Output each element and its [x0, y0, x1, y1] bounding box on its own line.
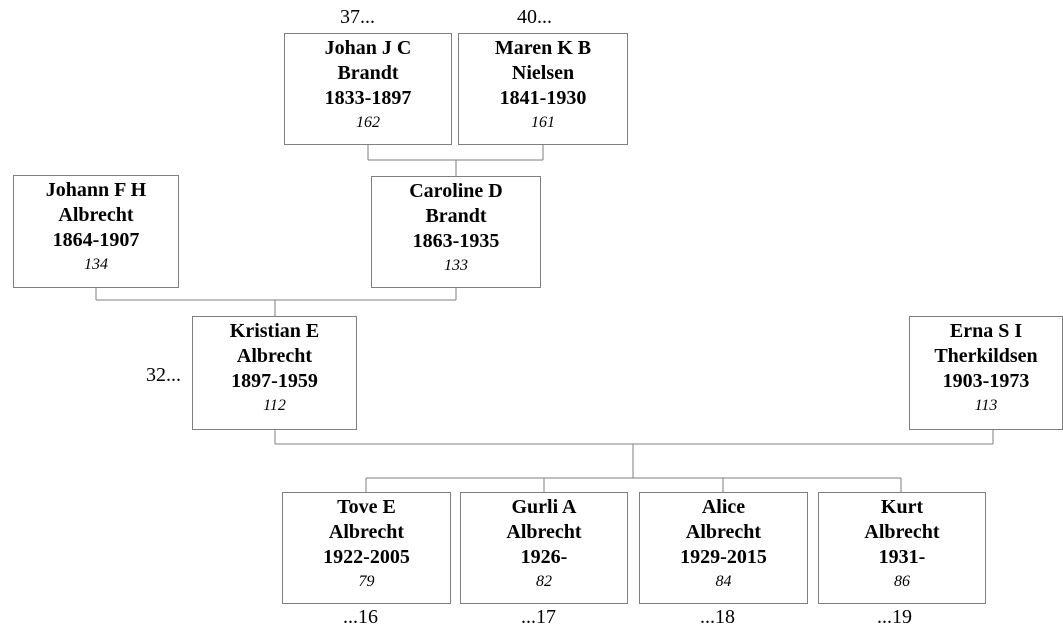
ref-label: ...19	[877, 606, 912, 628]
person-number: 113	[974, 397, 998, 414]
person-number: 82	[536, 573, 552, 590]
person-name: Johan J C Brandt	[324, 37, 412, 84]
person-years: 1903-1973	[942, 370, 1030, 392]
person-box-kristian-albrecht[interactable]	[192, 316, 357, 430]
person-box-maren-nielsen[interactable]	[458, 33, 628, 145]
person-box-caroline-brandt[interactable]	[371, 176, 541, 288]
person-years: 1863-1935	[412, 230, 500, 252]
ref-label: ...18	[700, 606, 735, 628]
person-number: 84	[715, 573, 732, 590]
person-name: Maren K B Nielsen	[494, 37, 592, 84]
person-years: 1841-1930	[499, 87, 587, 109]
person-number: 133	[444, 257, 468, 274]
person-number: 86	[894, 573, 910, 590]
person-name: Johann F H Albrecht	[45, 179, 147, 226]
person-years: 1922-2005	[323, 546, 410, 568]
person-years: 1926-	[520, 546, 568, 568]
person-years: 1864-1907	[52, 229, 140, 251]
ref-label: ...17	[521, 606, 556, 628]
person-name: Tove E Albrecht	[328, 496, 405, 543]
person-number: 161	[531, 114, 555, 131]
person-box-alice-albrecht[interactable]	[639, 492, 808, 604]
person-number: 79	[358, 573, 375, 590]
ref-label: 37...	[340, 6, 375, 28]
person-years: 1897-1959	[231, 370, 318, 392]
ref-label: 40...	[517, 6, 552, 28]
person-box-johan-brandt[interactable]	[284, 33, 452, 145]
person-box-kurt-albrecht[interactable]	[818, 492, 986, 604]
person-name: Gurli A Albrecht	[506, 496, 582, 543]
person-years: 1929-2015	[680, 546, 767, 568]
person-name: Erna S I Therkildsen	[934, 320, 1038, 367]
person-name: Caroline D Brandt	[409, 180, 503, 227]
person-number: 112	[263, 397, 286, 414]
person-name: Alice Albrecht	[685, 496, 762, 543]
person-name: Kurt Albrecht	[864, 496, 940, 543]
person-name: Kristian E Albrecht	[229, 320, 320, 367]
ref-label: 32...	[146, 364, 181, 386]
person-number: 162	[356, 114, 380, 131]
person-number: 134	[84, 256, 108, 273]
person-box-johann-albrecht[interactable]	[13, 175, 179, 288]
person-box-gurli-albrecht[interactable]	[460, 492, 628, 604]
person-years: 1931-	[878, 546, 926, 568]
person-box-erna-therkildsen[interactable]	[909, 316, 1063, 430]
person-years: 1833-1897	[324, 87, 412, 109]
ref-label: ...16	[343, 606, 378, 628]
person-box-tove-albrecht[interactable]	[282, 492, 451, 604]
